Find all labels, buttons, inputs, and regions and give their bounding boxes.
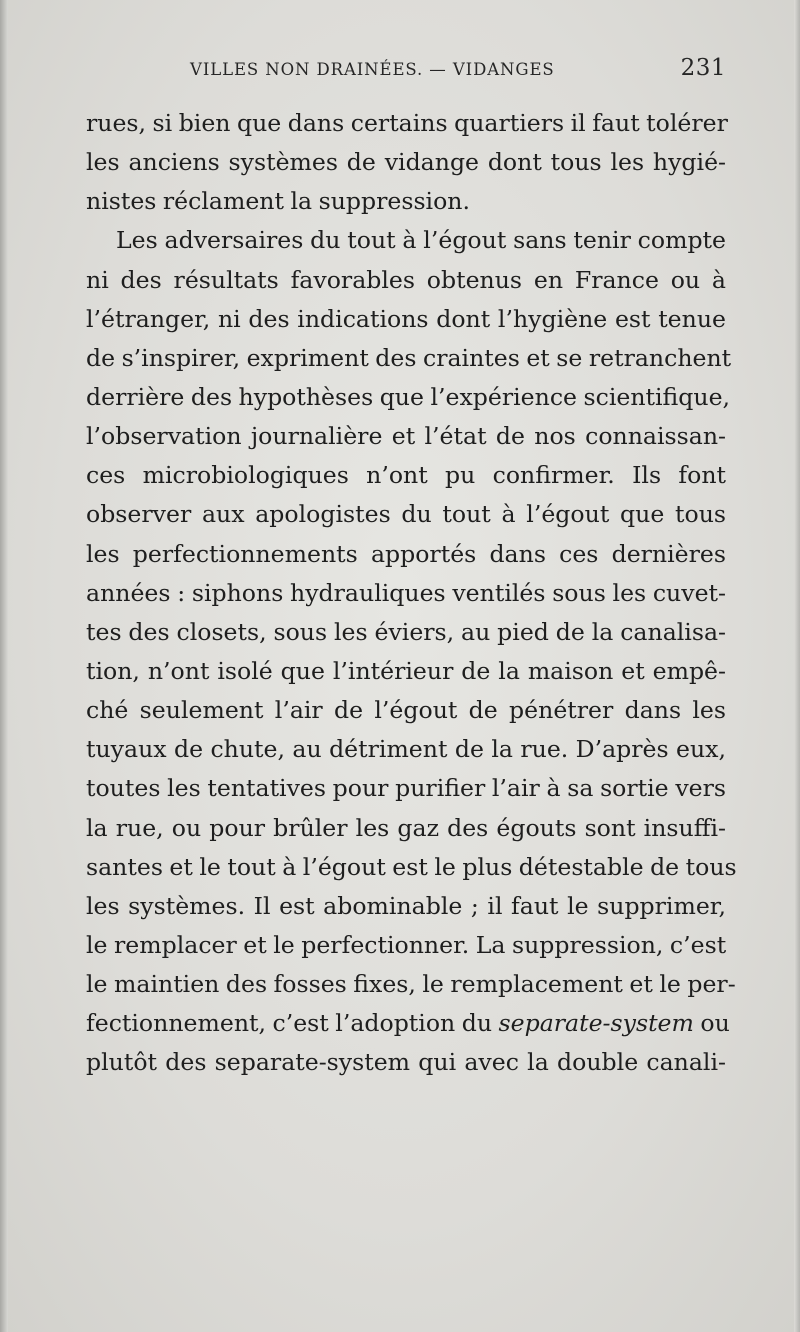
- text-segment: ou: [693, 1009, 730, 1038]
- text-segment: tion, n’ont isolé que l’intérieur de la maison et empê-: [86, 656, 726, 685]
- text-segment: observer aux apologistes du tout à l’égout que tous: [86, 500, 726, 529]
- text-segment: les perfectionnements apportés dans ces dernières: [86, 539, 726, 568]
- text-line: [86, 104, 726, 143]
- text-line: [86, 535, 726, 574]
- page-right-edge-shadow: [794, 0, 800, 1332]
- text-segment: les systèmes. Il est abominable ; il faut le supprimer,: [86, 891, 726, 920]
- running-title: VILLES NON DRAINÉES. — VIDANGES: [190, 60, 555, 79]
- text-segment: ni des résultats favorables obtenus en France ou à: [86, 265, 726, 294]
- text-line: [86, 691, 726, 730]
- text-line: [86, 730, 726, 769]
- text-segment: Les adversaires du tout à l’égout sans tenir compte: [116, 226, 726, 255]
- text-line: [86, 887, 726, 926]
- text-line: [86, 965, 736, 1004]
- text-line: [86, 456, 726, 495]
- text-line: [86, 848, 737, 887]
- text-line: [86, 652, 726, 691]
- text-segment: nistes réclament la suppression.: [86, 187, 471, 216]
- italic-text-segment: separate-system: [498, 1009, 694, 1038]
- text-segment: rues, si bien que dans certains quartiers il faut tolérer: [86, 109, 728, 137]
- text-segment: le maintien des fosses fixes, le remplacement et le per-: [86, 970, 736, 999]
- text-segment: santes et le tout à l’égout est le plus détestable de tous: [86, 852, 737, 881]
- text-line: [86, 143, 726, 182]
- text-segment: derrière des hypothèses que l’expérience scientifique,: [86, 382, 731, 411]
- text-line: [86, 182, 726, 221]
- text-segment: années : siphons hydrauliques ventilés sous les cuvet-: [86, 578, 726, 607]
- page-left-edge-shadow: [0, 0, 8, 1332]
- text-segment: fectionnement, c’est l’adoption du: [86, 1009, 499, 1038]
- text-line: [86, 261, 726, 300]
- text-line: [86, 1004, 730, 1043]
- text-segment: tes des closets, sous les éviers, au pied de la canalisa-: [86, 617, 726, 646]
- running-header: [86, 55, 726, 88]
- text-line: [86, 809, 726, 848]
- body-text: [86, 104, 737, 1083]
- text-line: [86, 339, 732, 378]
- text-line: [86, 613, 726, 652]
- text-line: [86, 300, 726, 339]
- text-segment: le remplacer et le perfectionner. La suppression, c’est: [86, 930, 727, 959]
- text-segment: l’étranger, ni des indications dont l’hygiène est tenue: [86, 304, 726, 333]
- text-line: [86, 417, 726, 456]
- text-line: [86, 769, 726, 808]
- text-segment: ces microbiologiques n’ont pu confirmer. Ils font: [86, 461, 726, 490]
- text-segment: la rue, ou pour brûler les gaz des égouts sont insuffi-: [86, 813, 726, 842]
- text-segment: toutes les tentatives pour purifier l’air à sa sortie vers: [86, 774, 726, 803]
- text-line: [86, 378, 731, 417]
- page-number: 231: [680, 55, 726, 81]
- text-segment: de s’inspirer, expriment des craintes et se retranchent: [86, 343, 732, 372]
- text-line: [86, 926, 726, 965]
- text-segment: ché seulement l’air de l’égout de pénétrer dans les: [86, 696, 726, 725]
- text-line: [86, 221, 726, 260]
- text-segment: les anciens systèmes de vidange dont tous les hygié-: [86, 148, 726, 177]
- text-segment: l’observation journalière et l’état de nos connaissan-: [86, 422, 726, 451]
- text-segment: tuyaux de chute, au détriment de la rue. D’après eux,: [86, 735, 726, 764]
- text-line: [86, 574, 726, 613]
- text-segment: plutôt des separate-system qui avec la double canali-: [86, 1048, 726, 1077]
- text-line: [86, 1043, 726, 1082]
- text-line: [86, 495, 726, 534]
